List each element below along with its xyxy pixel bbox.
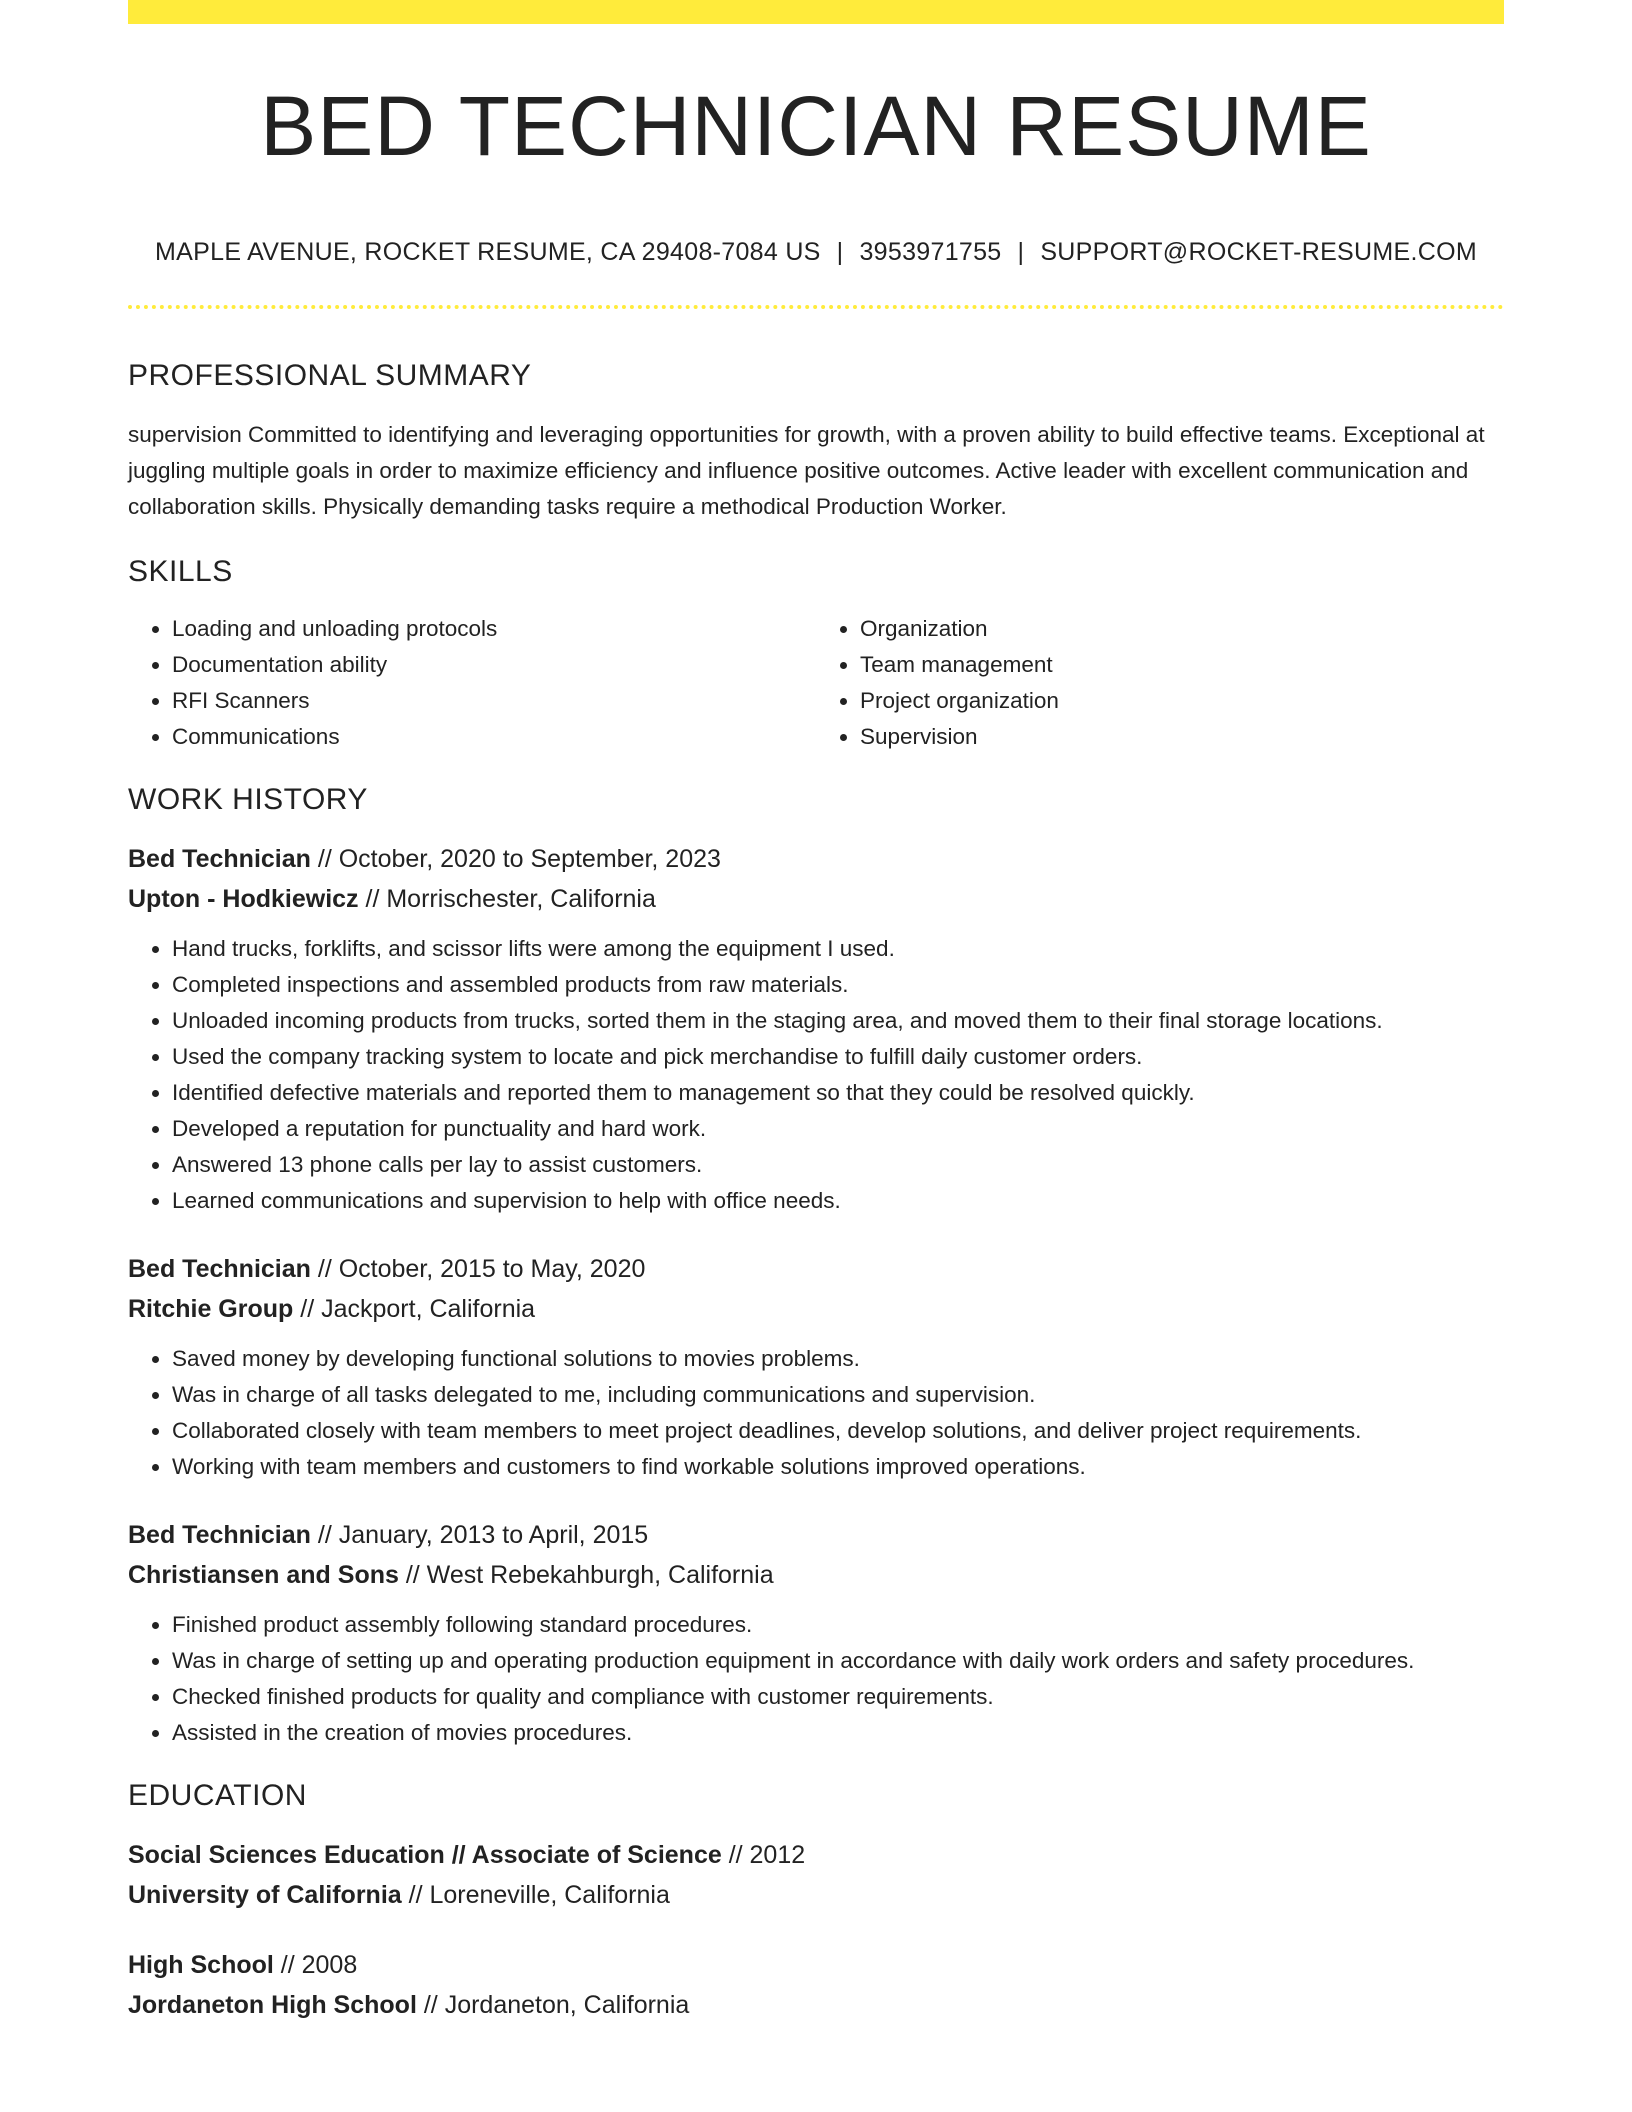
job-dates: // October, 2015 to May, 2020 — [310, 1255, 646, 1283]
job-company-line — [128, 1289, 1504, 1329]
summary-section — [128, 361, 1504, 525]
section-title-education: EDUCATION — [128, 1779, 307, 1812]
section-title-summary: PROFESSIONAL SUMMARY — [128, 359, 532, 392]
skills-list-right — [816, 611, 1504, 755]
job-duty: • Unloaded incoming products from trucks, sorted them in the staging area, and moved them to their final storage locations. — [172, 1003, 1504, 1039]
education-year: // 2008 — [273, 1951, 358, 1979]
education-section — [128, 1781, 1504, 2025]
skill-item: • Communications — [172, 719, 816, 755]
job-duty: • Used the company tracking system to locate and pick merchandise to fulfill daily customer orders. — [172, 1039, 1504, 1075]
job-duty: • Saved money by developing functional solutions to movies problems. — [172, 1341, 1504, 1377]
job-entry — [128, 839, 1504, 1219]
job-company: Ritchie Group — [128, 1295, 294, 1323]
contact-address: MAPLE AVENUE, ROCKET RESUME, CA 29408-7084 US — [155, 238, 821, 266]
skill-item: • Supervision — [860, 719, 1504, 755]
contact-separator: | — [1017, 238, 1025, 266]
job-company-line — [128, 879, 1504, 919]
education-degree: High School — [128, 1951, 274, 1979]
job-title-line — [128, 1515, 1504, 1555]
section-title-work-history: WORK HISTORY — [128, 783, 368, 816]
summary-text: supervision Committed to identifying and leveraging opportunities for growth, with a proven ability to build effective teams. Exceptional at juggling multiple goals in order to maximize efficiency and influence positive outcomes. Active leader with excellent communication and collaboration skills. Physically demanding tasks require a methodical Production Worker. — [128, 422, 1485, 519]
job-entry — [128, 1249, 1504, 1485]
education-school-line — [128, 1985, 1504, 2025]
job-duty: • Collaborated closely with team members to meet project deadlines, develop solutions, and deliver project requirements. — [172, 1413, 1504, 1449]
job-title-line — [128, 1249, 1504, 1289]
job-dates: // October, 2020 to September, 2023 — [310, 845, 721, 873]
job-duties-list — [128, 1341, 1504, 1485]
contact-separator: | — [836, 238, 844, 266]
education-school: Jordaneton High School — [128, 1991, 417, 2019]
job-location: // Morrischester, California — [358, 885, 656, 913]
job-duty: • Answered 13 phone calls per lay to assist customers. — [172, 1147, 1504, 1183]
skills-section — [128, 557, 1504, 755]
education-degree-line — [128, 1835, 1504, 1875]
job-duty: • Was in charge of setting up and operating production equipment in accordance with daily work orders and safety procedures. — [172, 1643, 1504, 1679]
job-title: Bed Technician — [128, 1521, 311, 1549]
skill-item: • Project organization — [860, 683, 1504, 719]
contact-line — [128, 240, 1504, 265]
job-title: Bed Technician — [128, 1255, 311, 1283]
resume-title: BED TECHNICIAN RESUME — [260, 79, 1372, 173]
education-entry — [128, 1945, 1504, 2025]
job-duty: • Working with team members and customers to find workable solutions improved operations. — [172, 1449, 1504, 1485]
section-title-skills: SKILLS — [128, 555, 233, 588]
job-duty: • Finished product assembly following standard procedures. — [172, 1607, 1504, 1643]
resume-page — [128, 0, 1504, 2025]
job-dates: // January, 2013 to April, 2015 — [310, 1521, 649, 1549]
education-location: // Loreneville, California — [401, 1881, 670, 1909]
skill-item: • Loading and unloading protocols — [172, 611, 816, 647]
education-school: University of California — [128, 1881, 402, 1909]
job-company: Christiansen and Sons — [128, 1561, 399, 1589]
job-duty: • Checked finished products for quality and compliance with customer requirements. — [172, 1679, 1504, 1715]
skill-item: • Organization — [860, 611, 1504, 647]
job-duties-list — [128, 931, 1504, 1219]
job-duty: • Identified defective materials and reported them to management so that they could be resolved quickly. — [172, 1075, 1504, 1111]
work-history-section — [128, 785, 1504, 1751]
header-divider — [128, 305, 1504, 309]
education-location: // Jordaneton, California — [416, 1991, 690, 2019]
skill-item: • RFI Scanners — [172, 683, 816, 719]
education-entry — [128, 1835, 1504, 1915]
job-duty: • Developed a reputation for punctuality and hard work. — [172, 1111, 1504, 1147]
job-duty: • Completed inspections and assembled products from raw materials. — [172, 967, 1504, 1003]
job-location: // West Rebekahburgh, California — [398, 1561, 774, 1589]
job-title: Bed Technician — [128, 845, 311, 873]
job-duty: • Assisted in the creation of movies procedures. — [172, 1715, 1504, 1751]
job-duties-list — [128, 1607, 1504, 1751]
contact-phone: 3953971755 — [859, 238, 1002, 266]
education-year: // 2012 — [721, 1841, 806, 1869]
job-duty: • Learned communications and supervision to help with office needs. — [172, 1183, 1504, 1219]
job-title-line — [128, 839, 1504, 879]
job-duty: • Hand trucks, forklifts, and scissor lifts were among the equipment I used. — [172, 931, 1504, 967]
top-accent-bar — [128, 0, 1504, 24]
job-location: // Jackport, California — [293, 1295, 536, 1323]
education-degree-line — [128, 1945, 1504, 1985]
skills-list-left — [128, 611, 816, 755]
skill-item: • Documentation ability — [172, 647, 816, 683]
contact-email: SUPPORT@ROCKET-RESUME.COM — [1040, 238, 1477, 266]
job-company: Upton - Hodkiewicz — [128, 885, 359, 913]
skills-columns — [128, 611, 1504, 755]
education-degree: Social Sciences Education // Associate of Science — [128, 1841, 722, 1869]
job-company-line — [128, 1555, 1504, 1595]
job-duty: • Was in charge of all tasks delegated to me, including communications and supervision. — [172, 1377, 1504, 1413]
education-school-line — [128, 1875, 1504, 1915]
skill-item: • Team management — [860, 647, 1504, 683]
job-entry — [128, 1515, 1504, 1751]
